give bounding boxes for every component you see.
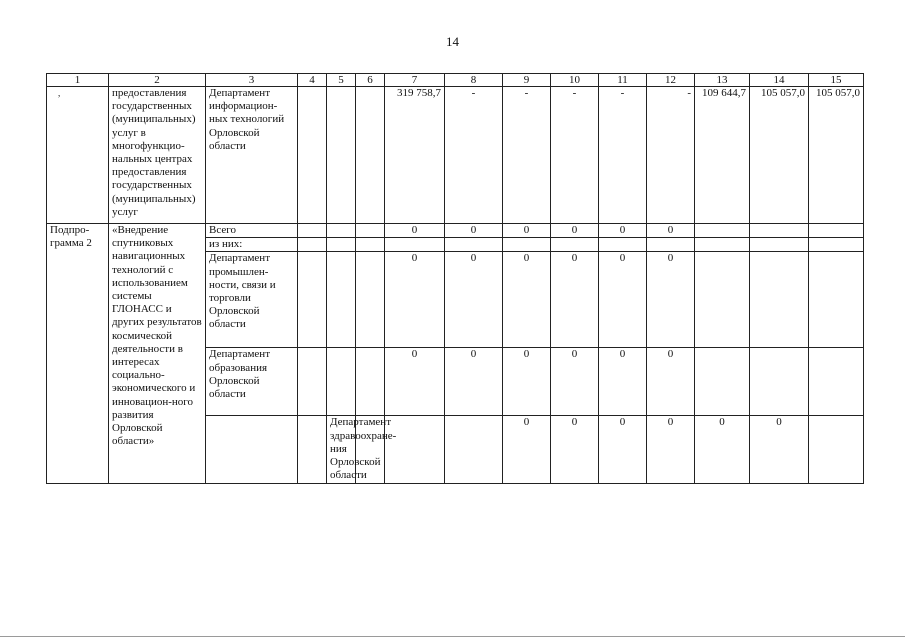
column-header: 5 xyxy=(327,74,356,87)
value-cell: - xyxy=(647,87,695,224)
column-header: 2 xyxy=(109,74,206,87)
subprogram-code-cell: Подпро-грамма 2 xyxy=(47,224,109,484)
value-cell xyxy=(599,238,647,252)
empty-cell xyxy=(298,348,327,416)
value-cell: 0 xyxy=(503,416,551,484)
empty-cell xyxy=(695,348,750,416)
value-cell xyxy=(551,238,599,252)
column-header: 9 xyxy=(503,74,551,87)
value-cell: 0 xyxy=(647,224,695,238)
empty-cell xyxy=(695,224,750,238)
value-cell: 0 xyxy=(599,416,647,484)
empty-cell xyxy=(298,87,327,224)
value-cell: 0 xyxy=(599,224,647,238)
empty-cell xyxy=(385,416,445,484)
column-header: 6 xyxy=(356,74,385,87)
column-header: 11 xyxy=(599,74,647,87)
department-cell: из них: xyxy=(206,238,298,252)
value-cell: - xyxy=(551,87,599,224)
stray-mark: , xyxy=(58,88,61,98)
value-cell: 0 xyxy=(385,252,445,348)
value-cell: 109 644,7 xyxy=(695,87,750,224)
empty-cell xyxy=(327,252,356,348)
value-cell: 0 xyxy=(551,252,599,348)
empty-cell xyxy=(809,238,864,252)
empty-cell xyxy=(750,348,809,416)
empty-cell xyxy=(356,224,385,238)
empty-cell xyxy=(695,238,750,252)
value-cell: 0 xyxy=(599,348,647,416)
value-cell: 105 057,0 xyxy=(809,87,864,224)
empty-cell xyxy=(750,238,809,252)
department-cell: Департамент образования Орловской области xyxy=(206,348,298,416)
department-cell: Департамент здравоохране-ния Орловской области xyxy=(327,416,356,484)
empty-cell xyxy=(298,252,327,348)
column-header: 4 xyxy=(298,74,327,87)
empty-cell xyxy=(809,252,864,348)
department-cell: Департамент промышлен-ности, связи и торговли Орловской области xyxy=(206,252,298,348)
value-cell: 0 xyxy=(551,348,599,416)
empty-cell xyxy=(809,416,864,484)
empty-cell xyxy=(750,252,809,348)
row-code-cell xyxy=(47,87,109,224)
department-cell: Департамент информацион-ных технологий Орловской области xyxy=(206,87,298,224)
column-number-row xyxy=(47,74,864,87)
column-header: 13 xyxy=(695,74,750,87)
value-cell: 0 xyxy=(503,348,551,416)
column-header: 7 xyxy=(385,74,445,87)
empty-cell xyxy=(445,416,503,484)
value-cell: 0 xyxy=(385,348,445,416)
value-cell: 0 xyxy=(503,252,551,348)
empty-cell xyxy=(750,224,809,238)
value-cell: 0 xyxy=(551,416,599,484)
column-header: 3 xyxy=(206,74,298,87)
value-cell xyxy=(385,238,445,252)
value-cell: 0 xyxy=(647,348,695,416)
table-row xyxy=(47,87,864,224)
value-cell: - xyxy=(503,87,551,224)
value-cell xyxy=(445,238,503,252)
column-header: 8 xyxy=(445,74,503,87)
empty-cell xyxy=(809,348,864,416)
value-cell: 0 xyxy=(599,252,647,348)
value-cell: 0 xyxy=(647,416,695,484)
value-cell: 0 xyxy=(445,348,503,416)
value-cell: - xyxy=(445,87,503,224)
empty-cell xyxy=(356,252,385,348)
value-cell: 0 xyxy=(385,224,445,238)
value-cell: - xyxy=(599,87,647,224)
value-cell: 0 xyxy=(750,416,809,484)
value-cell: 0 xyxy=(695,416,750,484)
value-cell: 105 057,0 xyxy=(750,87,809,224)
page-number: 14 xyxy=(446,34,459,49)
column-header: 15 xyxy=(809,74,864,87)
empty-cell xyxy=(327,224,356,238)
column-header: 14 xyxy=(750,74,809,87)
empty-cell xyxy=(695,252,750,348)
department-cell: Всего xyxy=(206,224,298,238)
value-cell xyxy=(647,238,695,252)
value-cell: 0 xyxy=(503,224,551,238)
empty-cell xyxy=(298,224,327,238)
value-cell: 0 xyxy=(445,224,503,238)
empty-cell xyxy=(327,348,356,416)
column-header: 1 xyxy=(47,74,109,87)
column-header: 10 xyxy=(551,74,599,87)
value-cell: 0 xyxy=(445,252,503,348)
value-cell: 0 xyxy=(551,224,599,238)
column-header: 12 xyxy=(647,74,695,87)
value-cell: 0 xyxy=(647,252,695,348)
value-cell: 319 758,7 xyxy=(385,87,445,224)
table-row xyxy=(47,224,864,238)
empty-cell xyxy=(356,238,385,252)
empty-cell xyxy=(298,416,327,484)
value-cell xyxy=(503,238,551,252)
subprogram-name-cell: «Внедрение спутниковых навигационных технологий с использованием системы ГЛОНАСС и других результатов космической деятельности в интересах социально-экономического и инновацион-ного развития Орловской области» xyxy=(109,224,206,484)
measure-name-cell: предоставления государственных (муниципальных) услуг в многофункцио-нальных центрах предоставления государственных (муниципальных) услуг xyxy=(109,87,206,224)
page-edge-divider xyxy=(0,636,905,637)
empty-cell xyxy=(206,416,298,484)
empty-cell xyxy=(809,224,864,238)
empty-cell xyxy=(356,348,385,416)
empty-cell xyxy=(356,87,385,224)
empty-cell xyxy=(327,238,356,252)
empty-cell xyxy=(298,238,327,252)
empty-cell xyxy=(327,87,356,224)
budget-table xyxy=(46,73,864,484)
